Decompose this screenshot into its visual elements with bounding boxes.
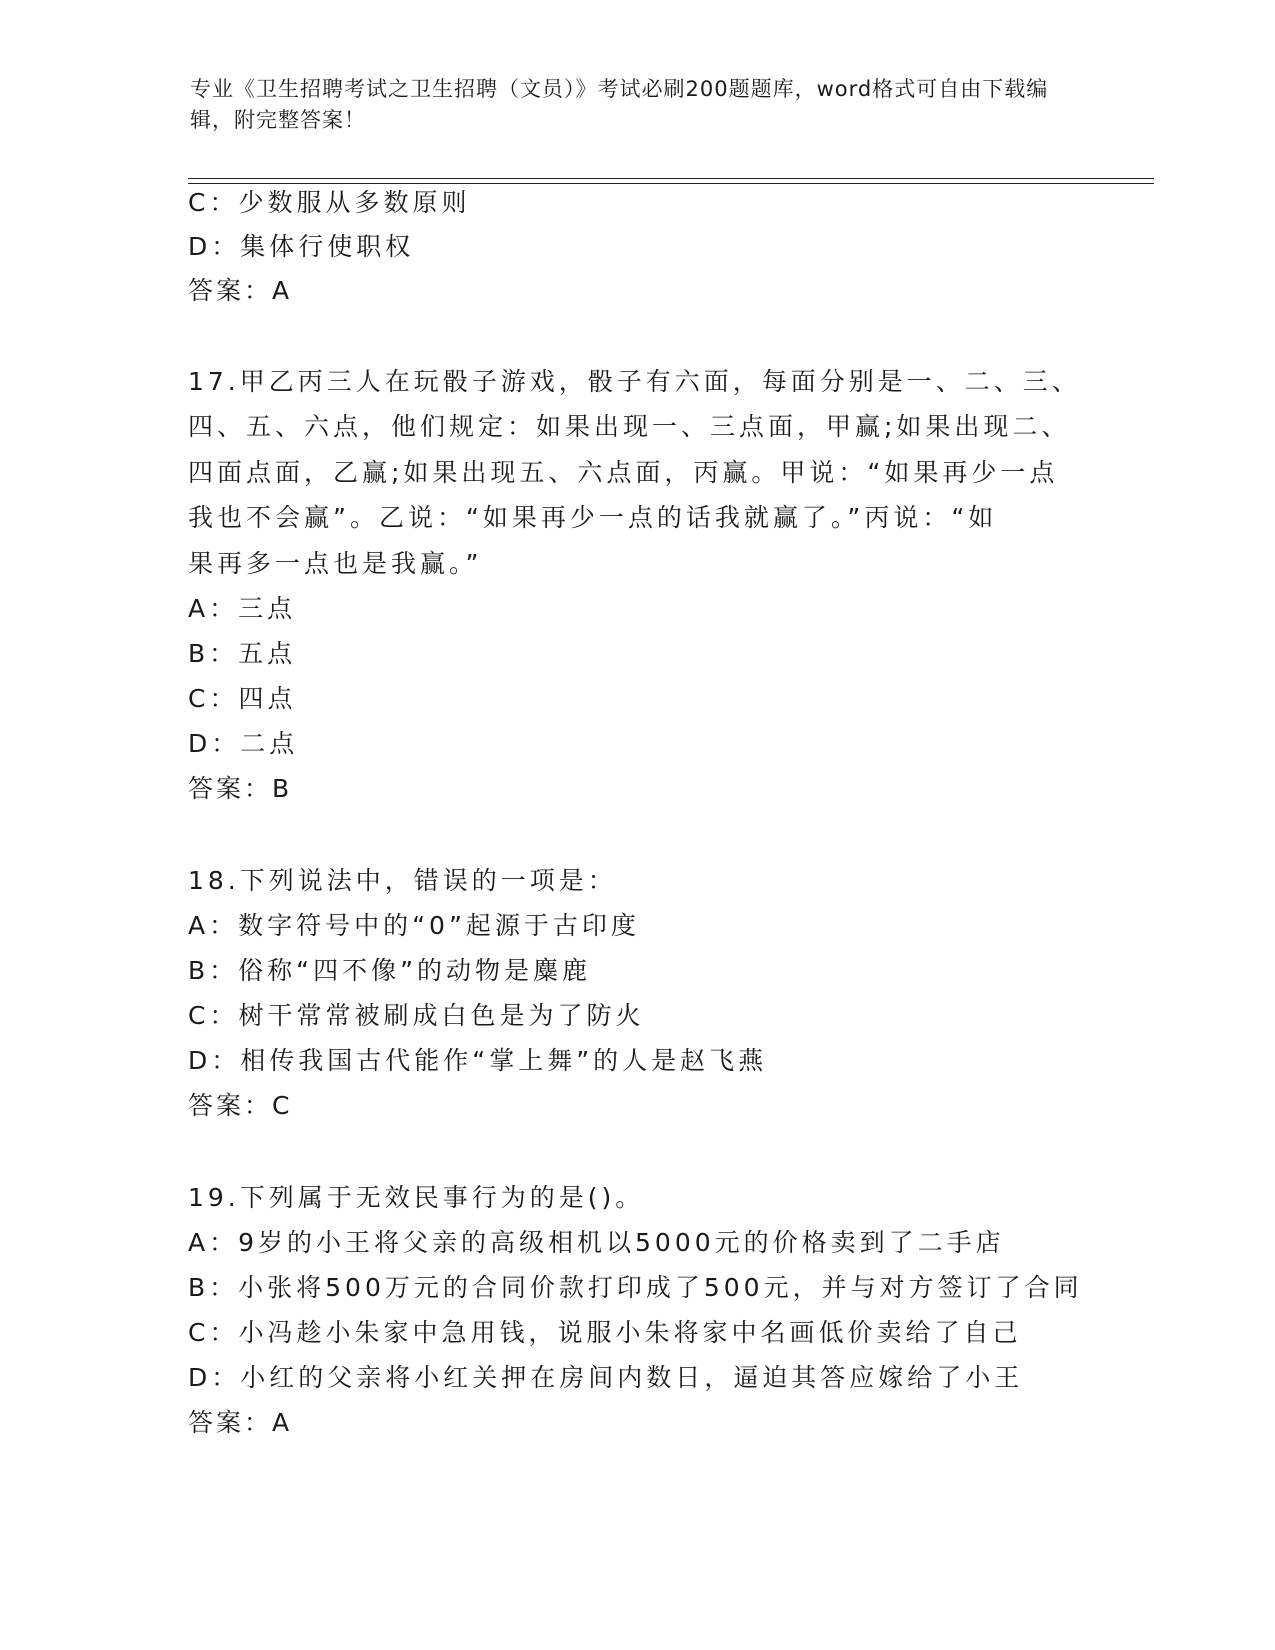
- q17-option-a: A：三点: [188, 594, 297, 623]
- q17-stem-line-5: 果再多一点也是我赢。”: [188, 549, 483, 578]
- q17-stem-line-1: 17.甲乙丙三人在玩骰子游戏，骰子有六面，每面分别是一、二、三、: [188, 367, 1081, 396]
- q18-stem: 18.下列说法中，错误的一项是：: [188, 866, 617, 895]
- q19-answer: 答案：A: [188, 1408, 293, 1437]
- q18-option-b: B：俗称“四不像”的动物是麋鹿: [188, 956, 592, 985]
- q18-answer: 答案：C: [188, 1091, 293, 1120]
- q18-option-c: C：树干常常被刷成白色是为了防火: [188, 1001, 645, 1030]
- q19-option-b: B：小张将500万元的合同价款打印成了500元，并与对方签订了合同: [188, 1273, 1083, 1302]
- q17-option-d: D：二点: [188, 729, 299, 758]
- q18-option-d: D：相传我国古代能作“掌上舞”的人是赵飞燕: [188, 1046, 768, 1075]
- q16-option-c: C：少数服从多数原则: [188, 188, 471, 217]
- q17-option-b: B：五点: [188, 639, 297, 668]
- q17-stem-line-4: 我也不会赢”。乙说：“如果再少一点的话我就赢了。”丙说：“如: [188, 503, 998, 532]
- page-header-title: 专业《卫生招聘考试之卫生招聘（文员）》考试必刷200题题库，word格式可自由下载编辑，附完整答案！: [190, 77, 1049, 132]
- header-divider: [188, 178, 1154, 184]
- q17-option-c: C：四点: [188, 684, 297, 713]
- q19-stem: 19.下列属于无效民事行为的是()。: [188, 1183, 645, 1212]
- q19-option-a: A：9岁的小王将父亲的高级相机以5000元的价格卖到了二手店: [188, 1228, 1005, 1257]
- q18-option-a: A：数字符号中的“0”起源于古印度: [188, 911, 640, 940]
- q19-option-d: D：小红的父亲将小红关押在房间内数日，逼迫其答应嫁给了小王: [188, 1363, 1024, 1392]
- q16-answer: 答案：A: [188, 276, 293, 305]
- q17-stem-line-3: 四面点面，乙赢;如果出现五、六点面，丙赢。甲说：“如果再少一点: [188, 458, 1059, 487]
- q19-option-c: C：小冯趁小朱家中急用钱，说服小朱将家中名画低价卖给了自己: [188, 1318, 1022, 1347]
- q16-option-d: D：集体行使职权: [188, 232, 415, 261]
- q17-answer: 答案：B: [188, 774, 293, 803]
- q17-stem-line-2: 四、五、六点，他们规定：如果出现一、三点面，甲赢;如果出现二、: [188, 412, 1071, 441]
